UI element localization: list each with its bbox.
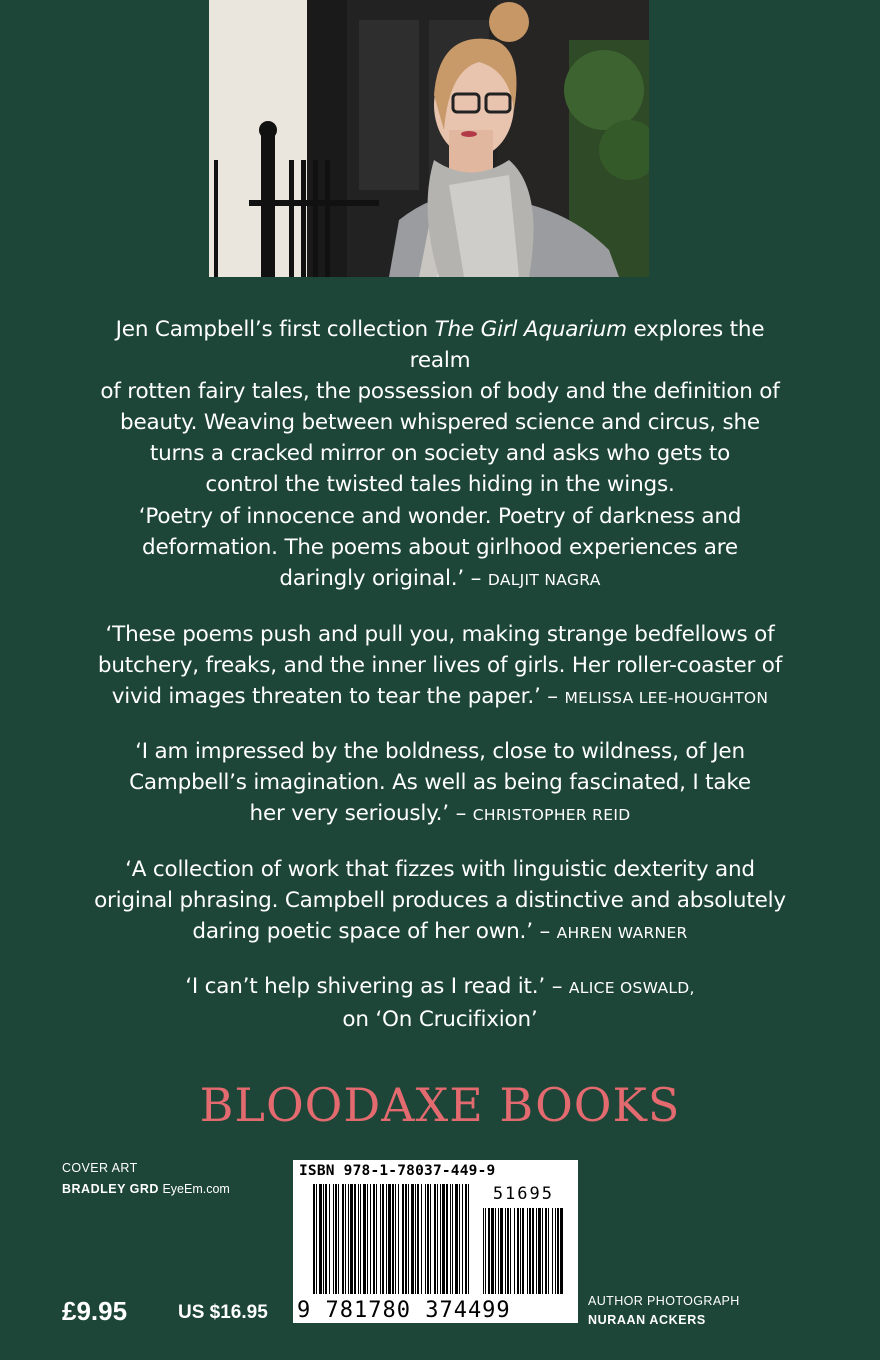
barcode-addon-bar xyxy=(498,1208,499,1294)
quote-attribution: AHREN WARNER xyxy=(556,924,688,942)
barcode-bar xyxy=(411,1184,414,1294)
barcode-bar xyxy=(370,1184,371,1294)
barcode-bar xyxy=(388,1184,391,1294)
barcode-addon-number: 51695 xyxy=(492,1184,554,1204)
author-photo-credit xyxy=(588,1292,740,1330)
cover-art-agency: EyeEm.com xyxy=(162,1182,230,1196)
barcode-addon-bar xyxy=(491,1208,494,1294)
barcode-bar xyxy=(452,1184,453,1294)
barcode-bar xyxy=(437,1184,438,1294)
barcode-addon-bar xyxy=(507,1208,509,1294)
barcode-bar xyxy=(367,1184,368,1294)
barcode-addon-bar xyxy=(545,1208,547,1294)
barcode-bar xyxy=(316,1184,317,1294)
barcode-addon-bar xyxy=(548,1208,549,1294)
barcode-addon-bar xyxy=(510,1208,511,1294)
cover-art-label: COVER ART xyxy=(62,1161,138,1175)
barcode-bar xyxy=(386,1184,387,1294)
barcode-bar xyxy=(335,1184,337,1294)
barcode-bar xyxy=(465,1184,467,1294)
barcode-bar xyxy=(427,1184,429,1294)
barcode-addon-bar xyxy=(552,1208,553,1294)
barcode-bar xyxy=(338,1184,339,1294)
barcode-addon-bar xyxy=(532,1208,534,1294)
barcode-addon-bar xyxy=(560,1208,563,1294)
barcode-bar xyxy=(313,1184,315,1294)
barcode-addon-bar xyxy=(529,1208,531,1294)
barcode-addon-bar xyxy=(485,1208,486,1294)
author-photo xyxy=(209,0,649,277)
barcode-addon-bar xyxy=(517,1208,519,1294)
barcode-addon-bar xyxy=(520,1208,521,1294)
barcode-addon-bar xyxy=(536,1208,537,1294)
cover-art-credit xyxy=(62,1158,230,1200)
barcode-bar xyxy=(425,1184,426,1294)
barcode-addon-bar xyxy=(557,1208,559,1294)
quote-attribution: ALICE OSWALD, xyxy=(568,979,695,997)
cover-art-name: BRADLEY GRD xyxy=(62,1182,159,1196)
price-uk: £9.95 xyxy=(62,1296,128,1326)
review-quote: ‘These poems push and pull you, making strange bedfellows of butchery, freaks, and the inner lives of girls. Her roller-coaster of vivid images threaten to tear the paper.’ – MELISSA LEE-HOUGHTON xyxy=(97,622,783,709)
barcode-addon-bar xyxy=(483,1208,484,1294)
barcode-bar xyxy=(468,1184,469,1294)
barcode-addon-bar xyxy=(538,1208,541,1294)
barcode-bar xyxy=(380,1184,381,1294)
price-us: US $16.95 xyxy=(178,1302,268,1323)
barcode-bar xyxy=(358,1184,359,1294)
description-line: beauty. Weaving between whispered science and circus, she xyxy=(120,410,760,435)
barcode-bar xyxy=(382,1184,384,1294)
description-line: turns a cracked mirror on society and asks who gets to xyxy=(149,441,731,466)
barcode-bar xyxy=(402,1184,404,1294)
barcode-bar xyxy=(319,1184,322,1294)
review-quote: ‘A collection of work that fizzes with linguistic dexterity and original phrasing. Campbell produces a distinctive and absolutely daring poetic space of her own.’ – AHREN WARNER xyxy=(94,857,786,944)
barcode-bar xyxy=(417,1184,419,1294)
barcode-bar xyxy=(350,1184,353,1294)
review-quote: ‘I can’t help shivering as I read it.’ – ALICE OSWALD, on ‘On Crucifixion’ xyxy=(90,971,790,1035)
barcode-bar xyxy=(392,1184,394,1294)
quote-note: on ‘On Crucifixion’ xyxy=(342,1007,538,1032)
barcode-bar xyxy=(363,1184,366,1294)
barcode-bar xyxy=(450,1184,451,1294)
barcode-bar xyxy=(398,1184,399,1294)
barcode-bar xyxy=(333,1184,334,1294)
barcode-bar xyxy=(329,1184,330,1294)
barcode-addon-bar xyxy=(505,1208,506,1294)
author-photo-name: NURAAN ACKERS xyxy=(588,1313,706,1327)
barcode-addon-bar xyxy=(495,1208,496,1294)
author-photo-label: AUTHOR PHOTOGRAPH xyxy=(588,1294,740,1308)
barcode-bar xyxy=(421,1184,422,1294)
review-quote: ‘Poetry of innocence and wonder. Poetry of darkness and deformation. The poems about girlhood experiences are daringly original.’ – DALJIT NAGRA xyxy=(138,504,742,591)
barcode-bar xyxy=(395,1184,396,1294)
barcode-addon-bar xyxy=(522,1208,524,1294)
barcode-bar xyxy=(446,1184,448,1294)
isbn: ISBN 978-1-78037-449-9 xyxy=(299,1163,496,1179)
barcode-addon-bar xyxy=(488,1208,490,1294)
book-title: The Girl Aquarium xyxy=(434,317,627,342)
barcode-bar xyxy=(440,1184,441,1294)
quote-attribution: MELISSA LEE-HOUGHTON xyxy=(564,689,769,707)
barcode-bar xyxy=(405,1184,407,1294)
barcode-bar xyxy=(348,1184,349,1294)
barcode-addon-bar xyxy=(500,1208,503,1294)
barcode-bar xyxy=(442,1184,445,1294)
description-line: control the twisted tales hiding in the wings. xyxy=(205,472,675,497)
barcode-bar xyxy=(323,1184,324,1294)
description-line: Jen Campbell’s first collection The Girl Aquarium explores the realm xyxy=(115,317,765,373)
barcode-bar xyxy=(373,1184,375,1294)
description xyxy=(90,314,790,500)
barcode-bar xyxy=(325,1184,327,1294)
barcode-bar xyxy=(345,1184,346,1294)
description-line: of rotten fairy tales, the possession of body and the definition of xyxy=(100,379,780,404)
barcode-addon-bar xyxy=(514,1208,515,1294)
barcode-bar xyxy=(354,1184,356,1294)
barcode-bar xyxy=(415,1184,416,1294)
barcode-bar xyxy=(342,1184,344,1294)
publisher-logo: BLOODAXE BOOKS xyxy=(199,1078,681,1132)
barcode-addon-bar xyxy=(542,1208,543,1294)
barcode xyxy=(293,1160,578,1323)
barcode-bar xyxy=(459,1184,460,1294)
review-quote: ‘I am impressed by the boldness, close to wildness, of Jen Campbell’s imagination. As well as being fascinated, I take her very seriously.’ – CHRISTOPHER REID xyxy=(129,739,751,826)
barcode-bar xyxy=(408,1184,409,1294)
quote-attribution: CHRISTOPHER REID xyxy=(472,806,631,824)
barcode-addon-bar xyxy=(555,1208,556,1294)
barcode-bar xyxy=(360,1184,361,1294)
barcode-number: 9 781780 374499 xyxy=(297,1298,511,1323)
barcode-addon-bar xyxy=(527,1208,528,1294)
quote-attribution: DALJIT NAGRA xyxy=(487,571,601,589)
barcode-bar xyxy=(376,1184,377,1294)
barcode-bar xyxy=(455,1184,458,1294)
barcode-bar xyxy=(430,1184,431,1294)
barcode-bar xyxy=(434,1184,436,1294)
barcode-bar xyxy=(462,1184,463,1294)
